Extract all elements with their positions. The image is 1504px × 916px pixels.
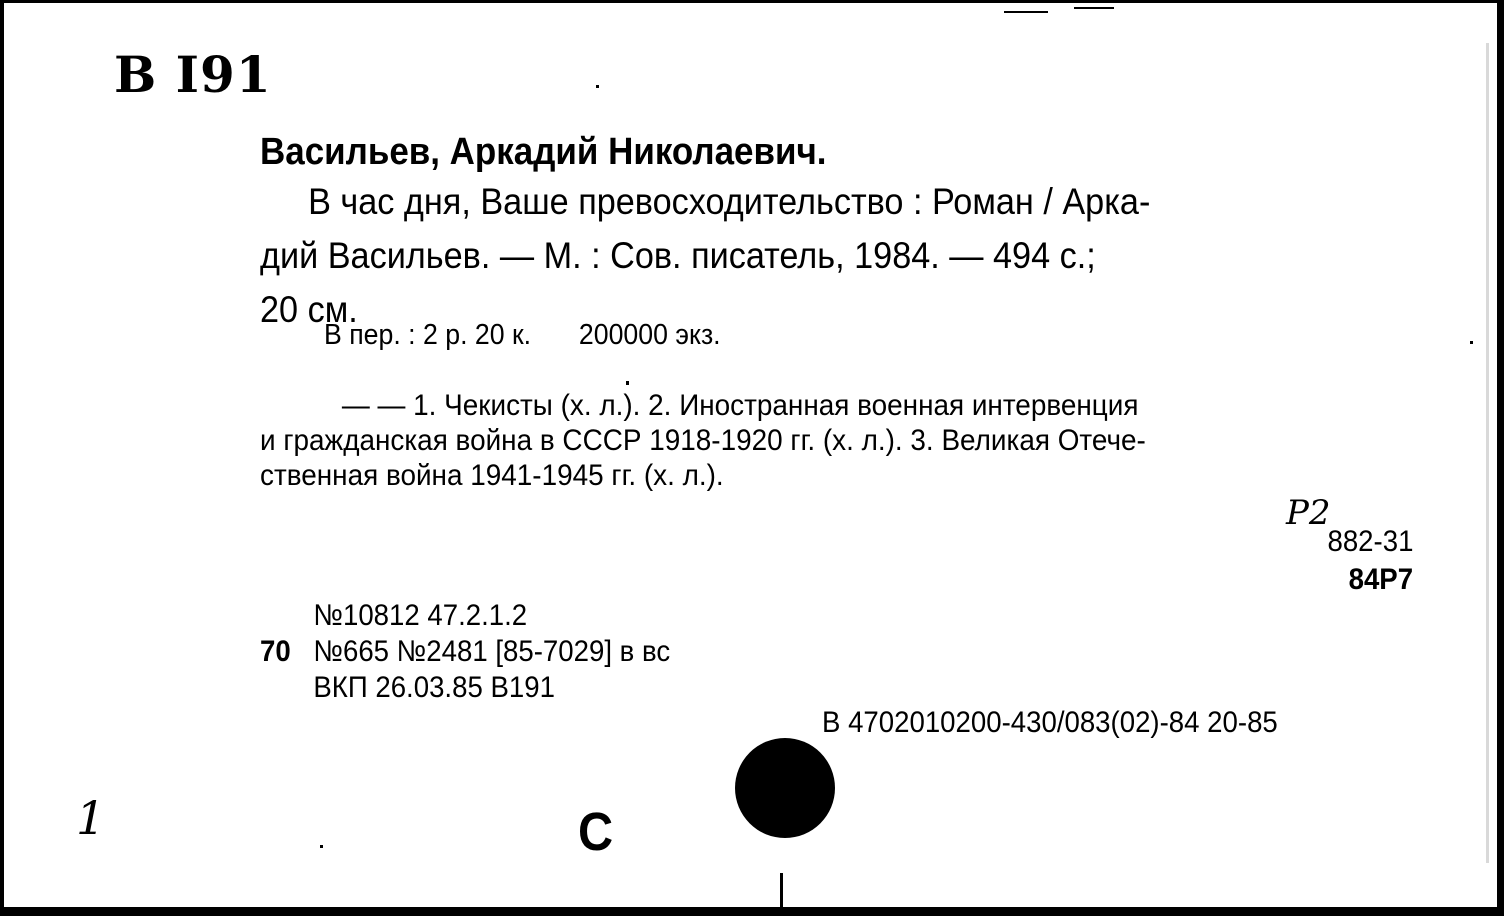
speck [1004, 11, 1048, 13]
speck [596, 85, 599, 88]
title-line: 20 см. [260, 289, 358, 330]
call-number: B I91 [114, 45, 272, 104]
classification-index: 882-31 [1327, 525, 1413, 558]
title-description [260, 175, 1430, 337]
copies: 200000 экз. [578, 319, 721, 351]
subject-line: ственная война 1941-1945 гг. (х. л.). [260, 459, 724, 492]
speck [320, 845, 323, 848]
speck [626, 381, 629, 385]
title-line: В час дня, Ваше превосходительство : Роман / Арка- [308, 181, 1151, 222]
price: В пер. : 2 р. 20 к. [324, 319, 532, 351]
title-line: дий Васильев. — М. : Сов. писатель, 1984. — 494 с.; [260, 235, 1096, 276]
speck [1074, 7, 1114, 9]
handwritten-number: 1 [76, 791, 106, 845]
author-heading: Васильев, Аркадий Николаевич. [260, 131, 827, 173]
isbn-line: В 4702010200-430/083(02)-84 20-85 [822, 706, 1278, 739]
speck [1486, 43, 1489, 863]
subject-headings [260, 388, 1430, 493]
subject-line: и гражданская война в СССР 1918-1920 гг. (х. л.). 3. Великая Отече- [260, 424, 1146, 457]
catalog-number-line: №665 №2481 [85-7029] в вс [313, 635, 671, 668]
price-line [324, 319, 721, 352]
catalog-number-line: ВКП 26.03.85 В191 [313, 671, 555, 704]
speck [780, 873, 783, 909]
subject-line: — — 1. Чекисты (х. л.). 2. Иностранная военная интервенция [341, 389, 1139, 422]
catalog-numbers [260, 598, 706, 706]
card-letter: С [578, 802, 614, 862]
speck [1470, 341, 1473, 344]
catalog-number-line: №10812 47.2.1.2 [313, 599, 528, 632]
classification-code: 84Р7 [1348, 563, 1413, 596]
handwritten-mark: Р2 [1286, 493, 1331, 533]
catalog-number-prefix: 70 [260, 635, 291, 668]
card-punch-hole [735, 738, 835, 838]
